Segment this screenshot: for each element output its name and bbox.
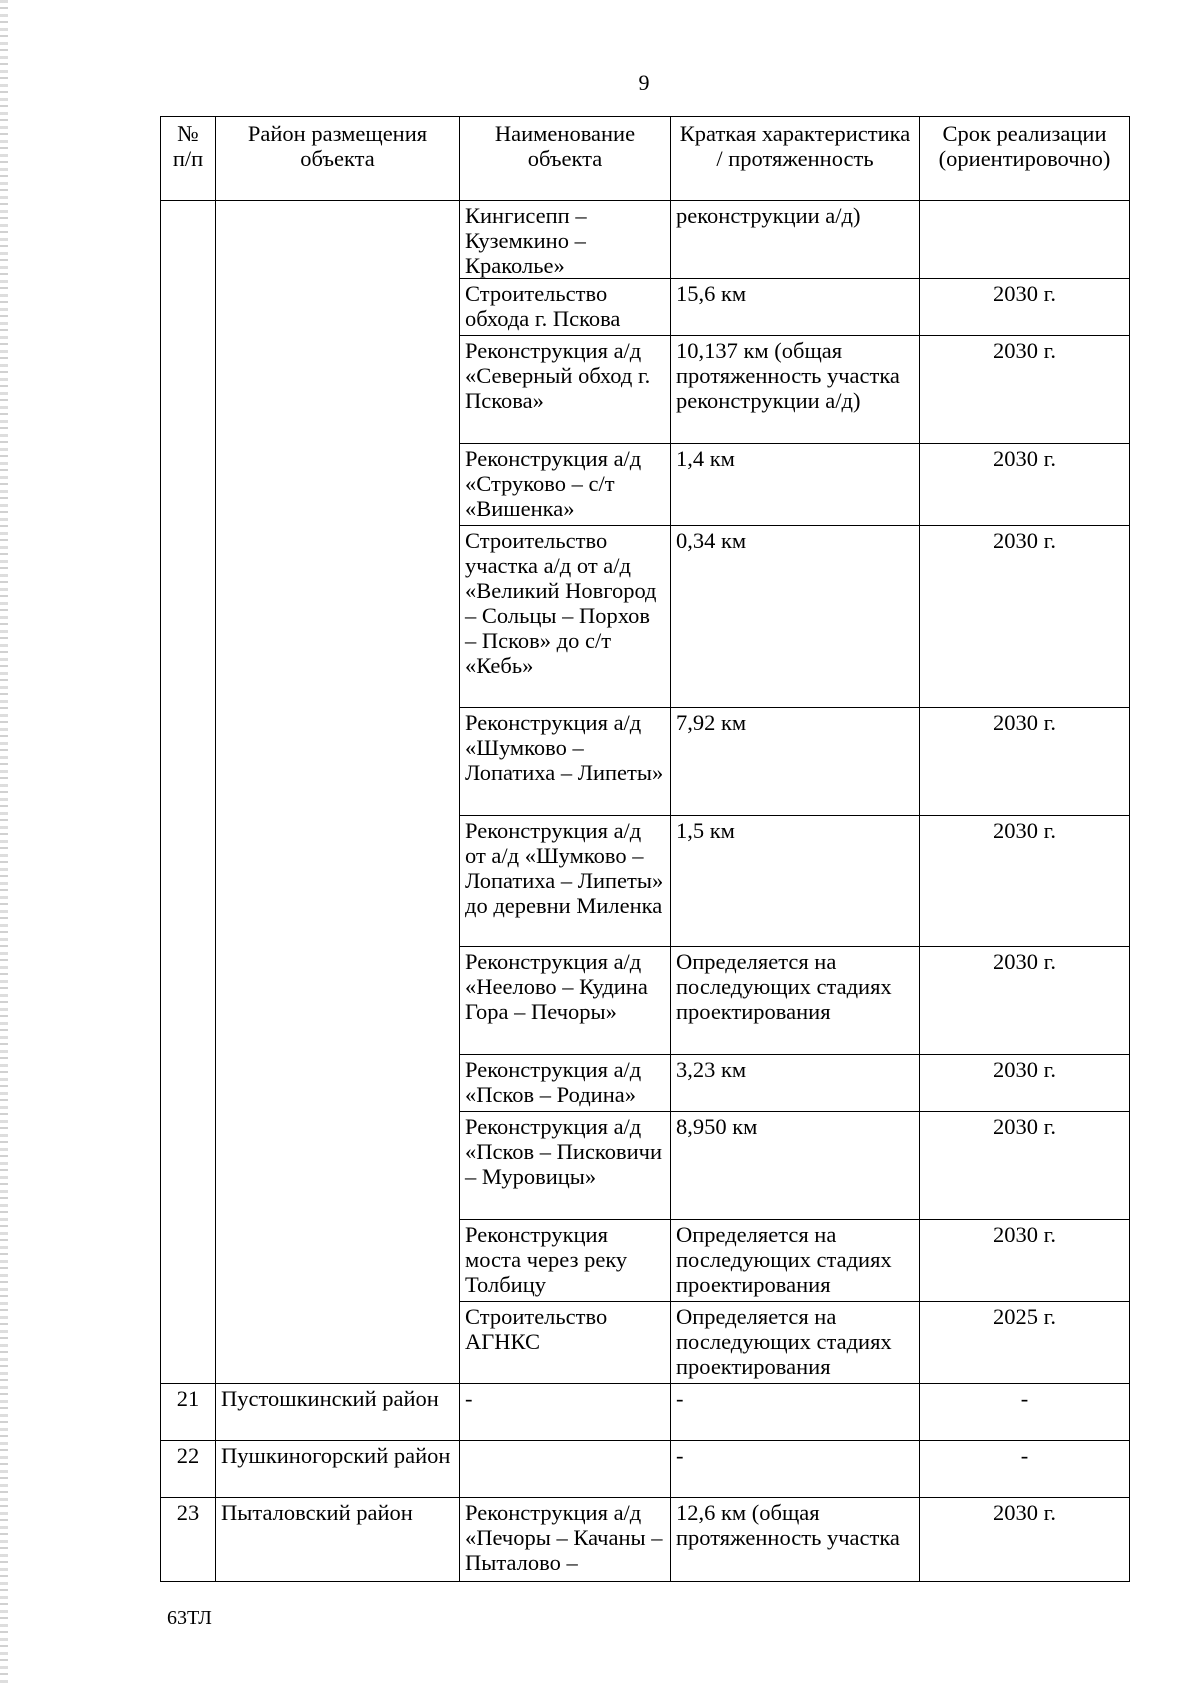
cell-district: Пыталовский район <box>216 1498 460 1582</box>
header-num: № п/п <box>161 117 216 201</box>
cell-description: Определяется на последующих стадиях проектирования <box>671 1220 920 1302</box>
cell-name: Реконструкция а/д «Псков – Родина» <box>460 1055 671 1112</box>
cell-description: 1,5 км <box>671 816 920 947</box>
cell-term: 2030 г. <box>920 526 1130 708</box>
cell-description: - <box>671 1441 920 1498</box>
cell-description: 10,137 км (общая протяженность участка реконструкции а/д) <box>671 336 920 444</box>
cell-term: 2030 г. <box>920 947 1130 1055</box>
cell-name: Реконструкция моста через реку Толбицу <box>460 1220 671 1302</box>
header-district: Район размещения объекта <box>216 117 460 201</box>
table-header-row <box>161 117 1130 201</box>
cell-name: Реконструкция а/д «Струково – с/т «Вишенка» <box>460 444 671 526</box>
cell-name: Реконструкция а/д «Неелово – Кудина Гора – Печоры» <box>460 947 671 1055</box>
cell-description: 12,6 км (общая протяженность участка <box>671 1498 920 1582</box>
table-row <box>161 201 1130 279</box>
header-term: Срок реализации (ориентировочно) <box>920 117 1130 201</box>
cell-term: 2030 г. <box>920 444 1130 526</box>
cell-name: Реконструкция а/д «Северный обход г. Пскова» <box>460 336 671 444</box>
cell-num-continued <box>161 201 216 1384</box>
cell-term: 2030 г. <box>920 1112 1130 1220</box>
cell-name: Реконструкция а/д «Печоры – Качаны – Пыталово – <box>460 1498 671 1582</box>
cell-description: 7,92 км <box>671 708 920 816</box>
cell-name: Реконструкция а/д «Псков – Писковичи – Муровицы» <box>460 1112 671 1220</box>
document-code: 63ТЛ <box>167 1607 212 1629</box>
cell-district: Пушкиногорский район <box>216 1441 460 1498</box>
cell-description: Определяется на последующих стадиях проектирования <box>671 1302 920 1384</box>
cell-name: Кингисепп – Куземкино – Краколье» <box>460 201 671 279</box>
cell-description: 15,6 км <box>671 279 920 336</box>
cell-term: 2030 г. <box>920 708 1130 816</box>
cell-description: 3,23 км <box>671 1055 920 1112</box>
cell-description: 0,34 км <box>671 526 920 708</box>
cell-name: Строительство АГНКС <box>460 1302 671 1384</box>
cell-description: 8,950 км <box>671 1112 920 1220</box>
cell-description: Определяется на последующих стадиях проектирования <box>671 947 920 1055</box>
cell-term: 2030 г. <box>920 336 1130 444</box>
cell-num: 22 <box>161 1441 216 1498</box>
cell-district-continued <box>216 201 460 1384</box>
cell-description: - <box>671 1384 920 1441</box>
cell-district: Пустошкинский район <box>216 1384 460 1441</box>
cell-name: Реконструкция а/д «Шумково – Лопатиха – Липеты» <box>460 708 671 816</box>
scan-edge <box>0 0 8 1686</box>
cell-term: 2030 г. <box>920 816 1130 947</box>
header-description: Краткая характеристика / протяженность <box>671 117 920 201</box>
cell-term <box>920 201 1130 279</box>
cell-term: - <box>920 1441 1130 1498</box>
cell-term: 2025 г. <box>920 1302 1130 1384</box>
cell-num: 21 <box>161 1384 216 1441</box>
cell-term: 2030 г. <box>920 1498 1130 1582</box>
header-name: Наименование объекта <box>460 117 671 201</box>
cell-term: 2030 г. <box>920 1220 1130 1302</box>
cell-name: Реконструкция а/д от а/д «Шумково – Лопатиха – Липеты» до деревни Миленка <box>460 816 671 947</box>
table-row <box>161 1441 1130 1498</box>
cell-name: Строительство обхода г. Пскова <box>460 279 671 336</box>
cell-description: реконструкции а/д) <box>671 201 920 279</box>
page-number: 9 <box>638 70 650 95</box>
cell-name: - <box>460 1384 671 1441</box>
cell-num: 23 <box>161 1498 216 1582</box>
table-row <box>161 1384 1130 1441</box>
objects-table <box>160 116 1130 1582</box>
cell-term: - <box>920 1384 1130 1441</box>
cell-description: 1,4 км <box>671 444 920 526</box>
cell-term: 2030 г. <box>920 279 1130 336</box>
cell-name: Строительство участка а/д от а/д «Великий Новгород – Сольцы – Порхов – Псков» до с/т «Кебь» <box>460 526 671 708</box>
table-row <box>161 1498 1130 1582</box>
cell-name <box>460 1441 671 1498</box>
cell-term: 2030 г. <box>920 1055 1130 1112</box>
